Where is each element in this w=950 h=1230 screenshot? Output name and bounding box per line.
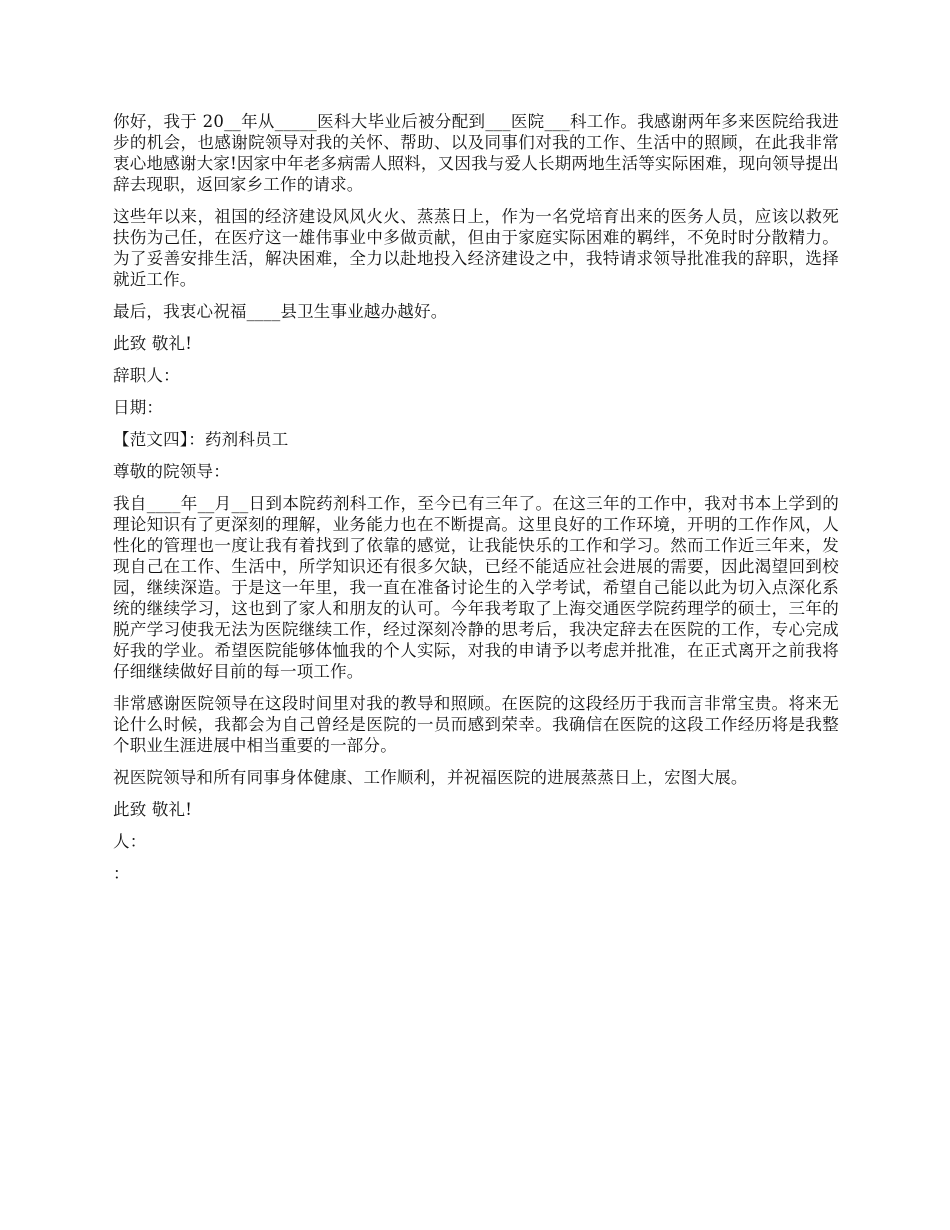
date-label: 日期： bbox=[113, 398, 164, 417]
salutation: 此致 敬礼! bbox=[113, 334, 193, 353]
salutation-2: 此致 敬礼! bbox=[113, 800, 193, 819]
paragraph-greeting: 你好，我于 20__年从_____医科大毕业后被分配到___医院___科工作。我感谢两年多来医院给我进步的机会，也感谢院领导对我的关怀、帮助、以及同事们对我的工作、生活中的照顾，在此我非常衷心地感谢大家!因家中年老多病需人照料，又因我与爱人长期两地生活等实际困难，现向领导提出辞去现职，返回家乡工作的请求。 bbox=[113, 112, 839, 194]
paragraph-reason: 这些年以来，祖国的经济建设风风火火、蒸蒸日上，作为一名党培育出来的医务人员，应该以救死扶伤为己任，在医疗这一雄伟事业中多做贡献，但由于家庭实际困难的羁绊，不免时时分散精力。为了妥善安排生活，解决困难，全力以赴地投入经济建设之中，我特请求领导批准我的辞职，选择就近工作。 bbox=[113, 207, 839, 289]
document-body bbox=[113, 111, 839, 895]
paragraph-blessing: 最后，我衷心祝福____县卫生事业越办越好。 bbox=[113, 302, 448, 321]
paragraph-body: 我自____年__月__日到本院药剂科工作，至今已有三年了。在这三年的工作中，我对书本上学到的理论知识有了更深刻的理解，业务能力也在不断提高。这里良好的工作环境，开明的工作作风，人性化的管理也一度让我有着找到了依靠的感觉，让我能快乐的工作和学习。然而工作近三年来，发现自己在工作、生活中，所学知识还有很多欠缺，已经不能适应社会进展的需要，因此渴望回到校园，继续深造。于是这一年里，我一直在准备讨论生的入学考试，希望自己能以此为切入点深化系统的继续学习，这也到了家人和朋友的认可。今年我考取了上海交通医学院药理学的硕士，三年的脱产学习使我无法为医院继续工作，经过深刻冷静的思考后，我决定辞去在医院的工作，专心完成好我的学业。希望医院能够体恤我的个人实际，对我的申请予以考虑并批准，在正式离开之前我将仔细继续做好目前的每一项工作。 bbox=[113, 494, 839, 681]
signer-label: 人： bbox=[113, 832, 147, 851]
paragraph-thanks: 非常感谢医院领导在这段时间里对我的教导和照顾。在医院的这段经历于我而言非常宝贵。将来无论什么时候，我都会为自己曾经是医院的一员而感到荣幸。我确信在医院的这段工作经历将是我整个职业生涯进展中相当重要的一部分。 bbox=[113, 694, 839, 755]
colon-label: ： bbox=[113, 864, 130, 883]
paragraph-wishes: 祝医院领导和所有同事身体健康、工作顺利，并祝福医院的进展蒸蒸日上，宏图大展。 bbox=[113, 768, 748, 787]
addressee: 尊敬的院领导： bbox=[113, 462, 230, 481]
section-heading: 【范文四】：药剂科员工 bbox=[113, 430, 289, 449]
resigner-label: 辞职人： bbox=[113, 366, 180, 385]
